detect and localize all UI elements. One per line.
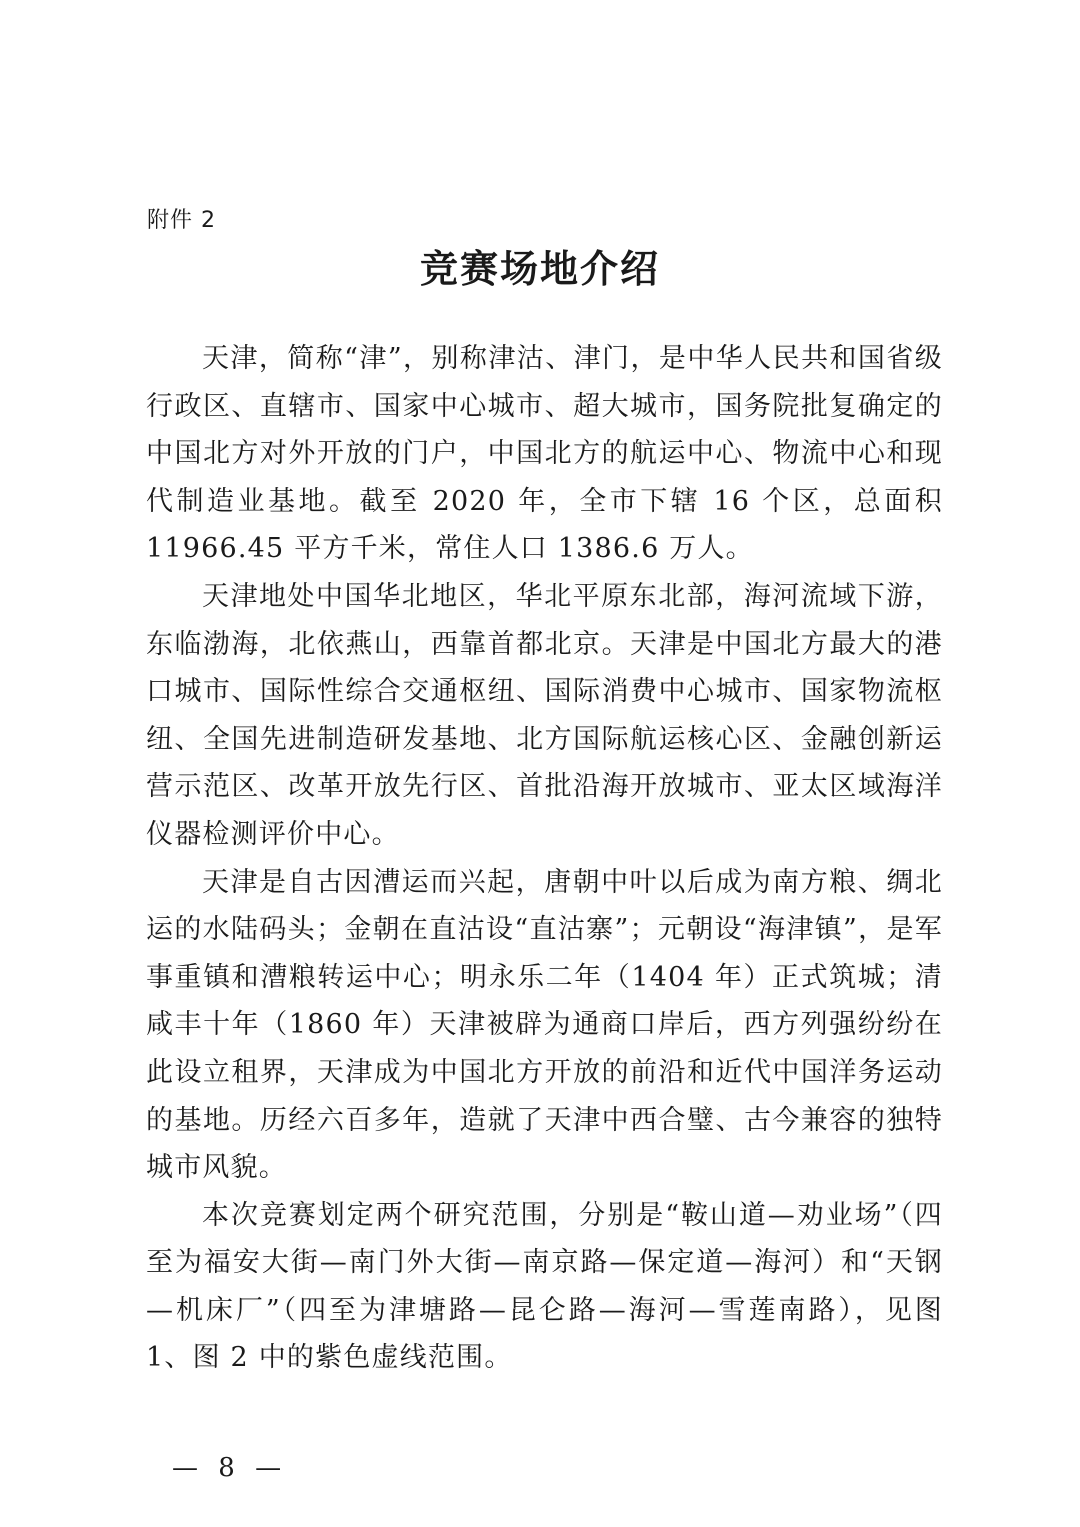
page-number: — 8 — (172, 1453, 288, 1483)
attachment-label: 附件 2 (147, 208, 216, 233)
paragraph-competition-scope: 本次竞赛划定两个研究范围，分别是“鞍山道—劝业场”（四至为福安大街—南门外大街—南京路—保定道—海河）和“天钢—机床厂”（四至为津塘路—昆仑路—海河—雪莲南路），见图 1、图 2 中的紫色虚线范围。 (146, 1199, 943, 1374)
paragraph-history: 天津是自古因漕运而兴起，唐朝中叶以后成为南方粮、绸北运的水陆码头；金朝在直沽设“直沽寨”；元朝设“海津镇”，是军事重镇和漕粮转运中心；明永乐二年（1404 年）正式筑城；清咸丰十年（1860 年）天津被辟为通商口岸后，西方列强纷纷在此设立租界，天津成为中国北方开放的前沿和近代中国洋务运动的基地。历经六百多年，造就了天津中西合璧、古今兼容的独特城市风貌。 (146, 866, 943, 1184)
paragraph-intro: 天津，简称“津”，别称津沽、津门，是中华人民共和国省级行政区、直辖市、国家中心城市、超大城市，国务院批复确定的中国北方对外开放的门户，中国北方的航运中心、物流中心和现代制造业基地。截至 2020 年，全市下辖 16 个区，总面积 11966.45 平方千米，常住人口 1386.6 万人。 (146, 343, 943, 565)
paragraph-geography: 天津地处中国华北地区，华北平原东北部，海河流域下游，东临渤海，北依燕山，西靠首都北京。天津是中国北方最大的港口城市、国际性综合交通枢纽、国际消费中心城市、国家物流枢纽、全国先进制造研发基地、北方国际航运核心区、金融创新运营示范区、改革开放先行区、首批沿海开放城市、亚太区域海洋仪器检测评价中心。 (146, 580, 943, 850)
document-body (146, 335, 943, 1382)
page-title: 竞赛场地介绍 (419, 247, 660, 291)
